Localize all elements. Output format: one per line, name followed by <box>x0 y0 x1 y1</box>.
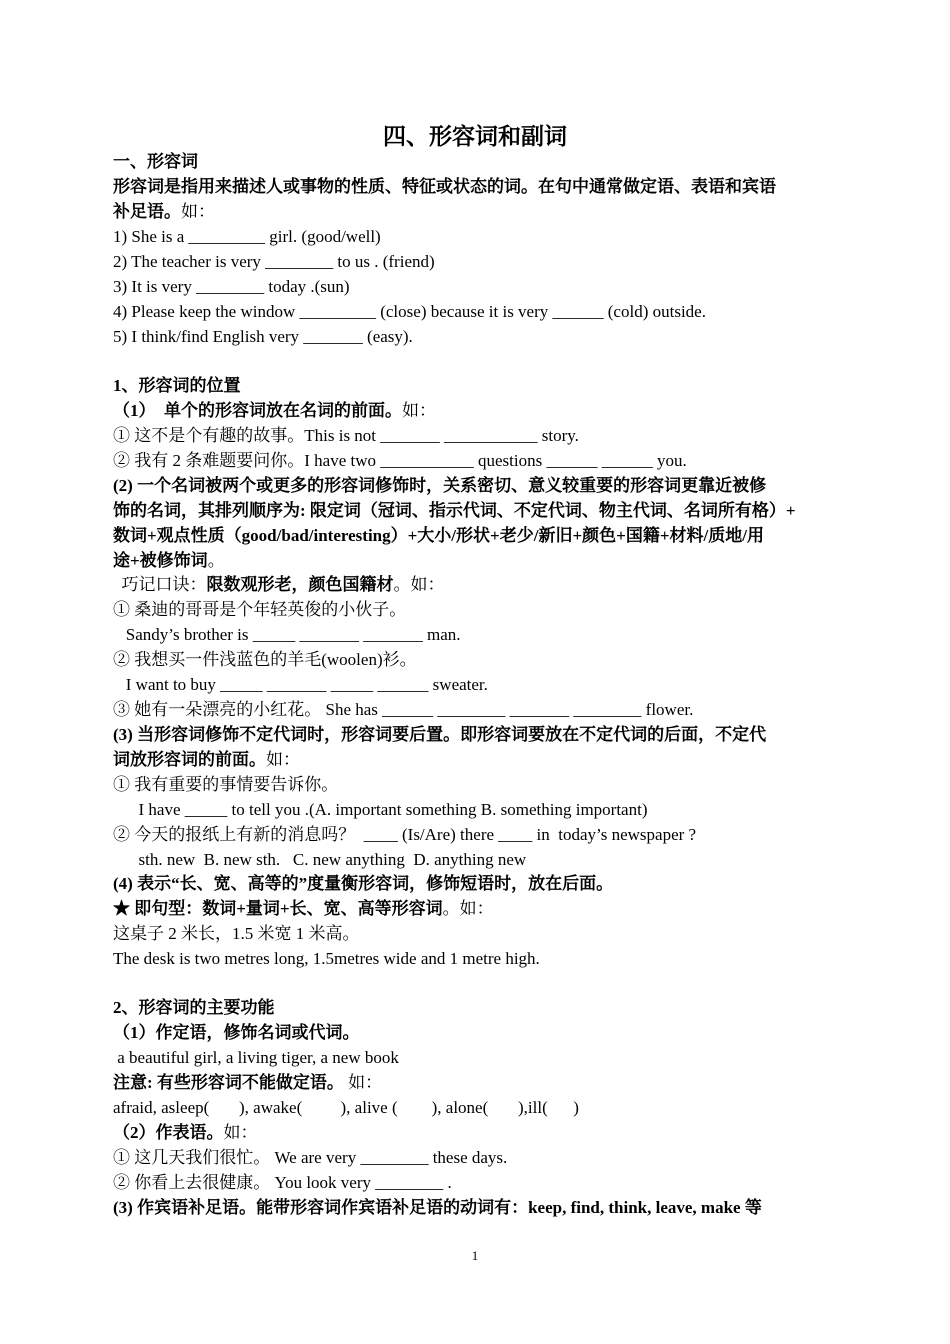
text-line <box>113 550 225 572</box>
text-segment: 途+被修饰词 <box>113 551 208 570</box>
text-segment: （2）作表语。 <box>113 1123 224 1142</box>
text-segment: (3) 作宾语补足语。能带形容词作宾语补足语的动词有：keep, find, think, leave, make 等 <box>113 1198 762 1217</box>
text-segment: 形容词是指用来描述人或事物的性质、特征或状态的词。在句中通常做定语、表语和宾语 <box>113 177 776 196</box>
text-segment: 1、形容词的位置 <box>113 376 241 395</box>
text-line <box>113 749 300 771</box>
text-segment: sth. new B. new sth. C. new anything D. anything new <box>113 850 527 869</box>
text-segment: I want to buy _____ _______ _____ ______ sweater. <box>113 675 488 694</box>
text-segment: 如： <box>343 1073 383 1092</box>
text-line <box>113 724 766 746</box>
text-line <box>113 151 198 173</box>
text-segment: 词放形容词的前面。 <box>113 750 266 769</box>
text-line <box>113 475 766 497</box>
text-line <box>113 674 488 696</box>
text-line <box>113 824 696 846</box>
page-number: 1 <box>471 1248 479 1263</box>
text-segment: (2) 一个名词被两个或更多的形容词修饰时，关系密切、意义较重要的形容词更靠近被修 <box>113 476 767 495</box>
text-line <box>113 997 275 1019</box>
text-segment: ① 这几天我们很忙。 We are very ________ these days. <box>113 1148 508 1167</box>
text-segment: （1）作定语，修饰名词或代词。 <box>113 1023 360 1042</box>
text-segment: 限数观形老，颜色国籍材 <box>206 575 394 594</box>
text-segment: 饰的名词，其排列顺序为: 限定词（冠词、指示代词、不定代词、物主代词、名词所有格）+ <box>113 501 796 520</box>
text-line <box>113 425 579 447</box>
text-line <box>113 251 435 273</box>
text-segment: ★ 即句型：数词+量词+长、宽、高等形容词 <box>113 899 443 918</box>
text-segment: ② 今天的报纸上有新的消息吗？ ____ (Is/Are) there ____ in today’s newspaper ? <box>113 825 697 844</box>
text-line <box>113 226 381 248</box>
text-segment: 如： <box>266 750 300 769</box>
text-line <box>113 948 540 970</box>
text-segment: Sandy’s brother is _____ _______ _______ man. <box>113 625 461 644</box>
text-line <box>113 699 693 721</box>
text-segment: I have _____ to tell you .(A. important something B. something important) <box>113 800 648 819</box>
text-segment: 巧记口诀： <box>113 575 207 594</box>
text-segment: 1) She is a _________ girl. (good/well) <box>113 227 381 246</box>
text-segment: ② 你看上去很健康。 You look very ________ . <box>113 1173 452 1192</box>
text-segment: 一、形容词 <box>113 152 198 171</box>
text-line <box>113 301 706 323</box>
text-segment: 。如： <box>393 575 445 594</box>
text-segment: 2) The teacher is very ________ to us . (friend) <box>113 252 435 271</box>
text-segment: ② 我有 2 条难题要问你。I have two ___________ questions ______ ______ you. <box>113 451 687 470</box>
text-segment: (3) 当形容词修饰不定代词时，形容词要后置。即形容词要放在不定代词的后面，不定代 <box>113 725 767 744</box>
text-segment: ① 这不是个有趣的故事。This is not _______ ___________ story. <box>113 426 579 445</box>
text-line <box>113 898 494 920</box>
text-segment: afraid, asleep( ), awake( ), alive ( ), alone( ),ill( ) <box>113 1098 579 1117</box>
text-line <box>113 1097 579 1119</box>
text-segment: ② 我想买一件浅蓝色的羊毛(woolen)衫。 <box>113 650 417 669</box>
text-segment: 这桌子 2 米长，1.5 米宽 1 米高。 <box>113 924 360 943</box>
text-line <box>113 176 776 198</box>
page-title: 四、形容词和副词 <box>383 124 567 149</box>
text-segment: 数词+观点性质（good/bad/interesting）+大小/形状+老少/新旧+颜色+国籍+材料/质地/用 <box>113 526 764 545</box>
text-line <box>113 1122 258 1144</box>
text-line <box>113 1022 360 1044</box>
text-segment: 如： <box>181 202 215 221</box>
text-segment: 3) It is very ________ today .(sun) <box>113 277 350 296</box>
text-segment: 如： <box>402 401 436 420</box>
text-line <box>113 923 360 945</box>
text-line <box>113 326 413 348</box>
text-line <box>113 873 613 895</box>
text-line <box>113 276 350 298</box>
text-line <box>113 774 338 796</box>
text-line <box>113 400 436 422</box>
text-line <box>113 574 445 596</box>
text-line <box>113 1147 507 1169</box>
text-segment: 2、形容词的主要功能 <box>113 998 275 1017</box>
text-line <box>113 201 215 223</box>
text-line <box>113 799 648 821</box>
text-line <box>113 624 461 646</box>
text-line <box>113 375 241 397</box>
text-segment: ③ 她有一朵漂亮的小红花。 She has ______ ________ _______ ________ flower. <box>113 700 694 719</box>
text-segment: 注意: 有些形容词不能做定语。 <box>113 1073 344 1092</box>
text-segment: 如： <box>223 1123 258 1142</box>
text-line <box>113 599 406 621</box>
text-segment: （1） 单个的形容词放在名词的前面。 <box>113 401 402 420</box>
text-segment: 。如： <box>442 899 494 918</box>
text-segment: 补足语。 <box>113 202 181 221</box>
text-line <box>113 525 764 547</box>
text-segment: 。 <box>207 551 225 570</box>
text-segment: (4) 表示“长、宽、高等的”度量衡形容词，修饰短语时，放在后面。 <box>113 874 614 893</box>
text-segment: ① 桑迪的哥哥是个年轻英俊的小伙子。 <box>113 600 407 619</box>
text-line <box>113 649 417 671</box>
text-segment: 5) I think/find English very _______ (easy). <box>113 327 413 346</box>
text-segment: 4) Please keep the window _________ (close) because it is very ______ (cold) outside. <box>113 302 706 321</box>
text-line <box>113 1047 399 1069</box>
text-segment: The desk is two metres long, 1.5metres wide and 1 metre high. <box>113 949 540 968</box>
text-line <box>113 1172 452 1194</box>
text-line <box>113 1197 762 1219</box>
text-segment: a beautiful girl, a living tiger, a new book <box>113 1048 399 1067</box>
text-segment: ① 我有重要的事情要告诉你。 <box>113 775 339 794</box>
text-line <box>113 450 687 472</box>
text-line <box>113 849 526 871</box>
text-line <box>113 1072 382 1094</box>
text-line <box>113 500 796 522</box>
